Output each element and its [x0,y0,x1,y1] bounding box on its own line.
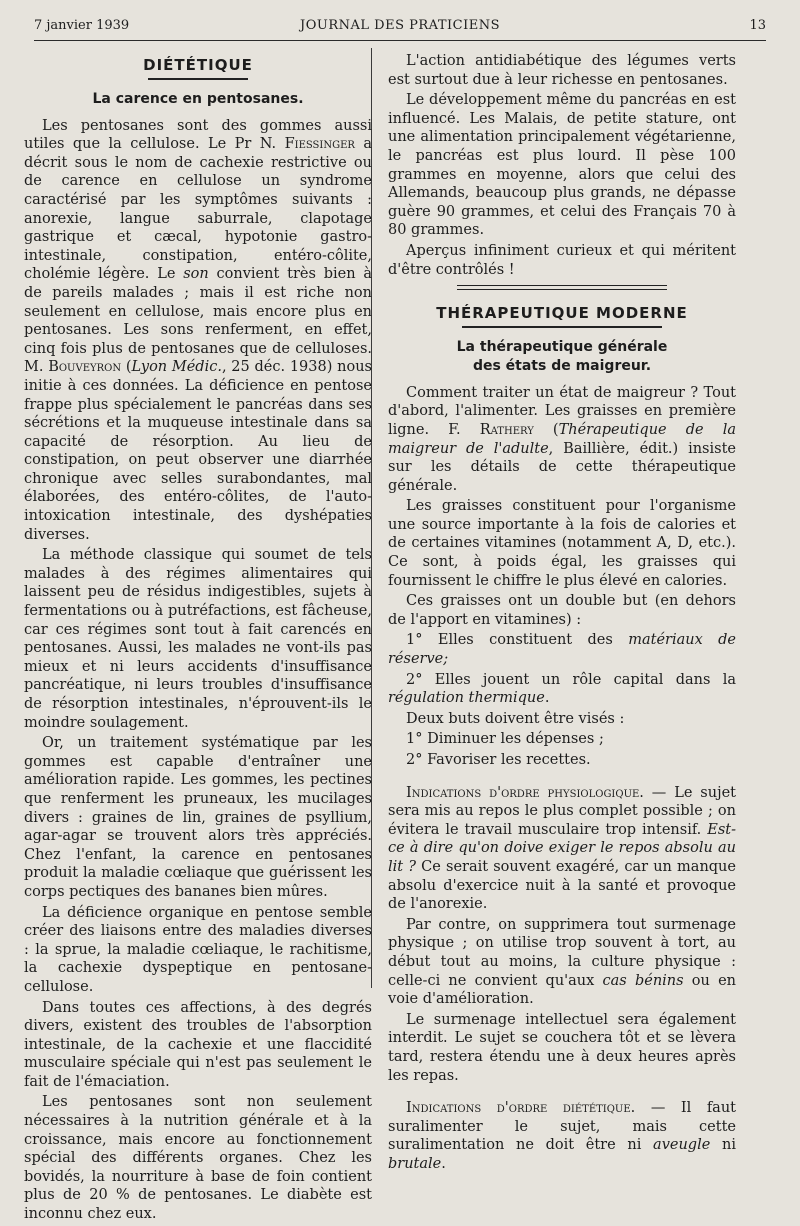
paragraph: L'action antidiabétique des légumes verts est surtout due à leur richesse en pentosanes. [388,53,736,88]
author-name: Fiessinger [284,136,355,153]
paragraph: La méthode classique qui soumet de tels malades à des régimes alimentaires qui laissent peu de résidus indigestibles, sujets à fermentations ou à putréfactions, est fâcheuse, car ces régimes sont tout à fait carencés en pentosanes. Aussi, les malades ne vont-ils pas mieux et ni leurs accidents d'insuffisance pancréatique, ni leurs troubles d'insuffisance de résorption intestinales, n'éprouvent-ils le moindre soulagement. [24,547,372,731]
book-title: Thérapeutique de la maigreur de l'adulte [388,421,736,457]
paragraph: Par contre, on supprimera tout surmenage physique ; on utilise trop souvent à tort, au début tout au moins, la culture physique : celle-ci ne convient qu'aux cas bénins ou en voie d'amélioration. [388,916,736,1008]
left-column [24,52,372,1226]
running-header [34,14,766,41]
journal-citation: Lyon Médic. [131,359,222,376]
paragraph: Les graisses constituent pour l'organisme une source importante à la fois de calories et de certaines vitamines (notamment A, D, etc.). Ce sont, à poids égal, les graisses qui fournissent le chiffre le plus élevé en calories. [388,498,736,589]
list-item: 2° Elles jouent un rôle capital dans la régulation thermique. [388,671,736,707]
journal-title: JOURNAL DES PRATICIENS [300,18,500,33]
paragraph: Comment traiter un état de maigreur ? Tout d'abord, l'alimenter. Les graisses en première ligne. F. Rathery (Thérapeutique de la maigreur de l'adulte, Baillière, édit.) insiste sur les détails de cette thérapeutique générale. [388,384,736,494]
subheading-dietetique: Indications d'ordre diététique. [406,1100,636,1117]
section-rule [148,78,248,80]
section-rule [462,326,662,328]
section-title-dietetique: DIÉTÉTIQUE [143,56,253,74]
paragraph: Le surmenage intellectuel sera également interdit. Le sujet se couchera tôt et se lèvera tard, restera étendu une à deux heures après les repas. [388,1011,736,1084]
paragraph: Deux buts doivent être visés : [406,710,625,727]
paragraph: Dans toutes ces affections, à des degrés divers, existent des troubles de l'absorption intestinale, de la cachexie et une flaccidité musculaire spéciale qui n'est pas seulement le fait de l'émaciation. [24,999,372,1090]
paragraph: Indications d'ordre diététique. — Il faut suralimenter le sujet, mais cette suralimentation ne doit être ni aveugle ni brutale. [388,1100,736,1172]
paragraph: Ces graisses ont un double but (en dehors de l'apport en vitamines) : [388,593,736,628]
author-name: Bouveyron [48,359,122,376]
subheading-physiologique: Indications d'ordre physiologique. [406,784,644,801]
paragraph: Aperçus infiniment curieux et qui méritent d'être contrôlés ! [388,242,736,278]
list-item: 1° Elles constituent des matériaux de réserve; [388,632,736,668]
section-separator [457,285,667,290]
list-item: 2° Favoriser les recettes. [406,752,591,768]
list-item: 1° Diminuer les dépenses ; [406,731,604,748]
paragraph: Les pentosanes sont des gommes aussi utiles que la cellulose. Le Pr N. Fiessinger a décrit sous le nom de cachexie restrictive ou de carence en cellulose un syndrome caractérisé par les symptômes suivants : anorexie, langue saburrale, clapotage gastrique et cæcal, hypotonie gastro-intestinale, constipation, entéro-côlite, cholémie légère. Le son convient très bien à de pareils malades ; mais il est riche non seulement en cellulose, mais encore plus en pentosanes. Les sons renferment, en effet, cinq fois plus de pentosanes que de celluloses. M. Bouveyron (Lyon Médic., 25 déc. 1938) nous initie à ces données. La déficience en pentose frappe plus spécialement le pancréas dans ses sécrétions et la muqueuse intestinale dans sa capacité de résorption. Au lieu de constipation, on peut observer une diarrhée chronique avec selles surabondantes, mal élaborées, des entéro-côlites, de l'auto-intoxication intestinale, des dyshépaties diverses. [24,117,372,543]
paragraph: La déficience organique en pentose semble créer des liaisons entre des maladies diverses : la sprue, la maladie cœliaque, le rachitisme, la cachexie dyspeptique en pentosane-cellulose. [24,904,372,995]
issue-date: 7 janvier 1939 [34,18,130,33]
article-title-pentosanes: La carence en pentosanes. [92,90,304,107]
section-title-therapeutique: THÉRAPEUTIQUE MODERNE [436,304,688,323]
author-name: Rathery [479,421,534,438]
page-number: 13 [749,18,766,33]
paragraph: Or, un traitement systématique par les gommes est capable d'entraîner une amélioration rapide. Les gommes, les pectines que renferment les pruneaux, les mucilages divers : graines de lin, graines de psyllium, agar-agar se trouvent alors très appréciés. Chez l'enfant, la carence en pentosanes produit la maladie cœliaque que guérissent les corps pectiques des bananes bien mûres. [24,735,372,900]
article-title-maigreur: La thérapeutique générale des états de maigreur. [456,338,668,374]
paragraph: Indications d'ordre physiologique. — Le sujet sera mis au repos le plus complet possible ; on évitera le travail musculaire trop intensif. Est-ce à dire qu'on doive exiger le repos absolu au lit ? Ce serait souvent exagéré, car un manque absolu d'exercice nuit à la santé et provoque de l'anorexie. [388,784,736,913]
right-column [388,52,736,1175]
paragraph: Le développement même du pancréas en est influencé. Les Malais, de petite stature, ont une alimentation principalement végétarienne, le pancréas est plus lourd. Il pèse 100 grammes en moyenne, alors que celui des Allemands, beaucoup plus grands, ne dépasse guère 90 grammes, et celui des Français 70 à 80 grammes. [388,92,736,239]
paragraph: Les pentosanes sont non seulement nécessaires à la nutrition générale et à la croissance, mais encore au fonctionnement spécial des différents organes. Chez les bovidés, la nourriture à base de foin contient plus de 20 % de pentosanes. Le diabète est inconnu chez eux. [24,1094,372,1223]
